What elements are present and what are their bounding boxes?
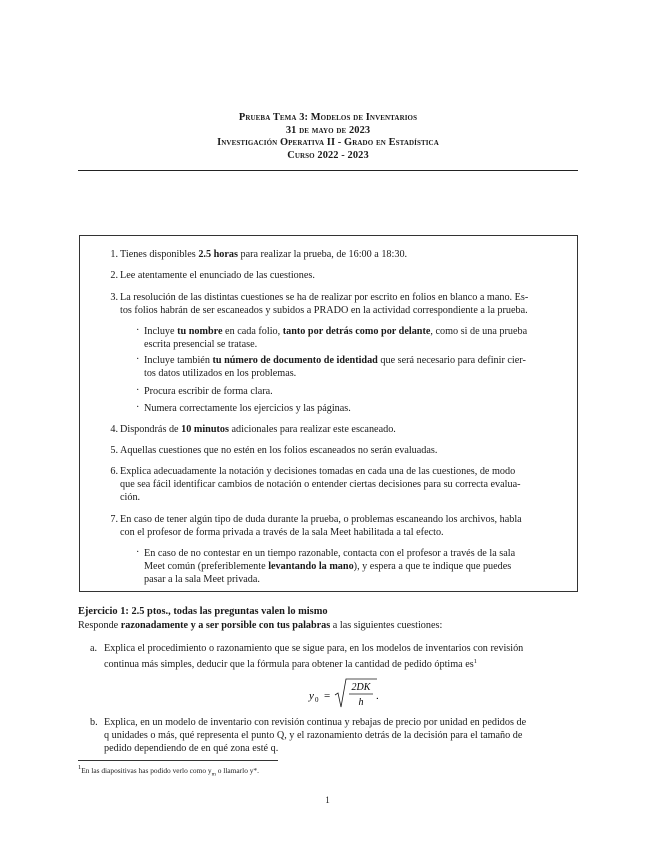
instruction-item-5: 5. Aquellas cuestiones que no estén en los folios escaneados no serán evaluadas.: [110, 445, 438, 456]
bullet-icon: ·: [136, 325, 140, 336]
exercise-title: Ejercicio 1: 2.5 ptos., todas las preguntas valen lo mismo: [78, 606, 328, 617]
footnote: $^1$En las diapositivas has podido verlo como $y_m$ o llamarlo y*.: [78, 764, 259, 778]
instruction-subitem-4: · Numera correctamente los ejercicios y las páginas.: [136, 402, 351, 414]
document-header: [78, 112, 578, 162]
instruction-subitem-5: · En caso de no contestar en un tiempo razonable, contacta con el profesor a través de la sala Meet común (preferiblemente levantando la mano), y espera a que te indique que puedes pasar a la sala Meet privada.: [136, 547, 516, 586]
formula-den: h: [358, 697, 364, 708]
formula-end: .: [376, 690, 379, 702]
instruction-subitem-3: · Procura escribir de forma clara.: [136, 385, 273, 397]
question-b: b. Explica, en un modelo de inventario con revisión continua y rebajas de precio por unidad en pedidos de q unidades o más, qué representa el punto Q, y el razonamiento detrás de la decisión para el tamaño de pedido dependiendo de en qué zona esté q.: [90, 717, 527, 755]
instructions-box: [79, 235, 578, 592]
question-a: a. Explica el procedimiento o razonamiento que se sigue para, en los modelos de inventarios con revisión continua más simples, deducir que la fórmula para obtener la cantidad de pedido óptima $es^1$: [90, 643, 524, 671]
formula-eq: =: [324, 690, 331, 702]
exercise-intro: Responde razonadamente y a ser porsible con tus palabras a las siguientes cuestiones:: [78, 620, 443, 631]
instruction-item-6: 6. Explica adecuadamente la notación y decisiones tomadas en cada una de las cuestiones, de modo que sea fácil identificar cambios de notación o entender ciertas decisiones para su correcta evalua- ción.: [110, 466, 521, 504]
header-year: Curso 2022 - 2023: [287, 149, 369, 161]
formula-lhs: y: [309, 690, 314, 702]
instruction-item-2: 2. Lee atentamente el enunciado de las cuestiones.: [110, 270, 315, 281]
bullet-icon: ·: [136, 385, 140, 396]
bullet-icon: ·: [136, 402, 140, 413]
bullet-icon: ·: [136, 354, 140, 365]
instruction-subitem-1: · Incluye tu nombre en cada folio, tanto por detrás como por delante, como si de una prueba escrita presencial se tratase.: [136, 325, 528, 351]
instruction-item-3: 3. La resolución de las distintas cuestiones se ha de realizar por escrito en folios en blanco a mano. Es- tos folios habrán de ser escaneados y subidos a PRADO en la actividad correspondiente a la prueba.: [110, 292, 529, 317]
formula-sub: 0: [315, 696, 319, 704]
page-number: 1: [325, 795, 330, 805]
instruction-item-4: 4. Dispondrás de 10 minutos adicionales para realizar este escaneado.: [110, 424, 396, 435]
header-course: Investigación Operativa II - Grado en Estadística: [217, 137, 439, 149]
footnote-rule: [78, 760, 278, 761]
instruction-subitem-2: · Incluye también tu número de documento de identidad que será necesario para definir cier- tos datos utilizados en los problemas.: [136, 354, 526, 380]
eoq-formula: [305, 677, 385, 713]
header-date: 31 de mayo de 2023: [285, 124, 371, 136]
header-title: Prueba Tema 3: Modelos de Inventarios: [238, 112, 418, 123]
instruction-item-1: 1. Tienes disponibles 2.5 horas para realizar la prueba, de 16:00 a 18:30.: [110, 249, 408, 260]
header-rule: [78, 170, 578, 171]
formula-num: 2DK: [351, 682, 371, 693]
instruction-item-7: 7. En caso de tener algún tipo de duda durante la prueba, o problemas escaneando los archivos, habla con el profesor de forma privada a través de la sala Meet habilitada a tal efecto.: [110, 514, 522, 539]
bullet-icon: ·: [136, 547, 140, 558]
